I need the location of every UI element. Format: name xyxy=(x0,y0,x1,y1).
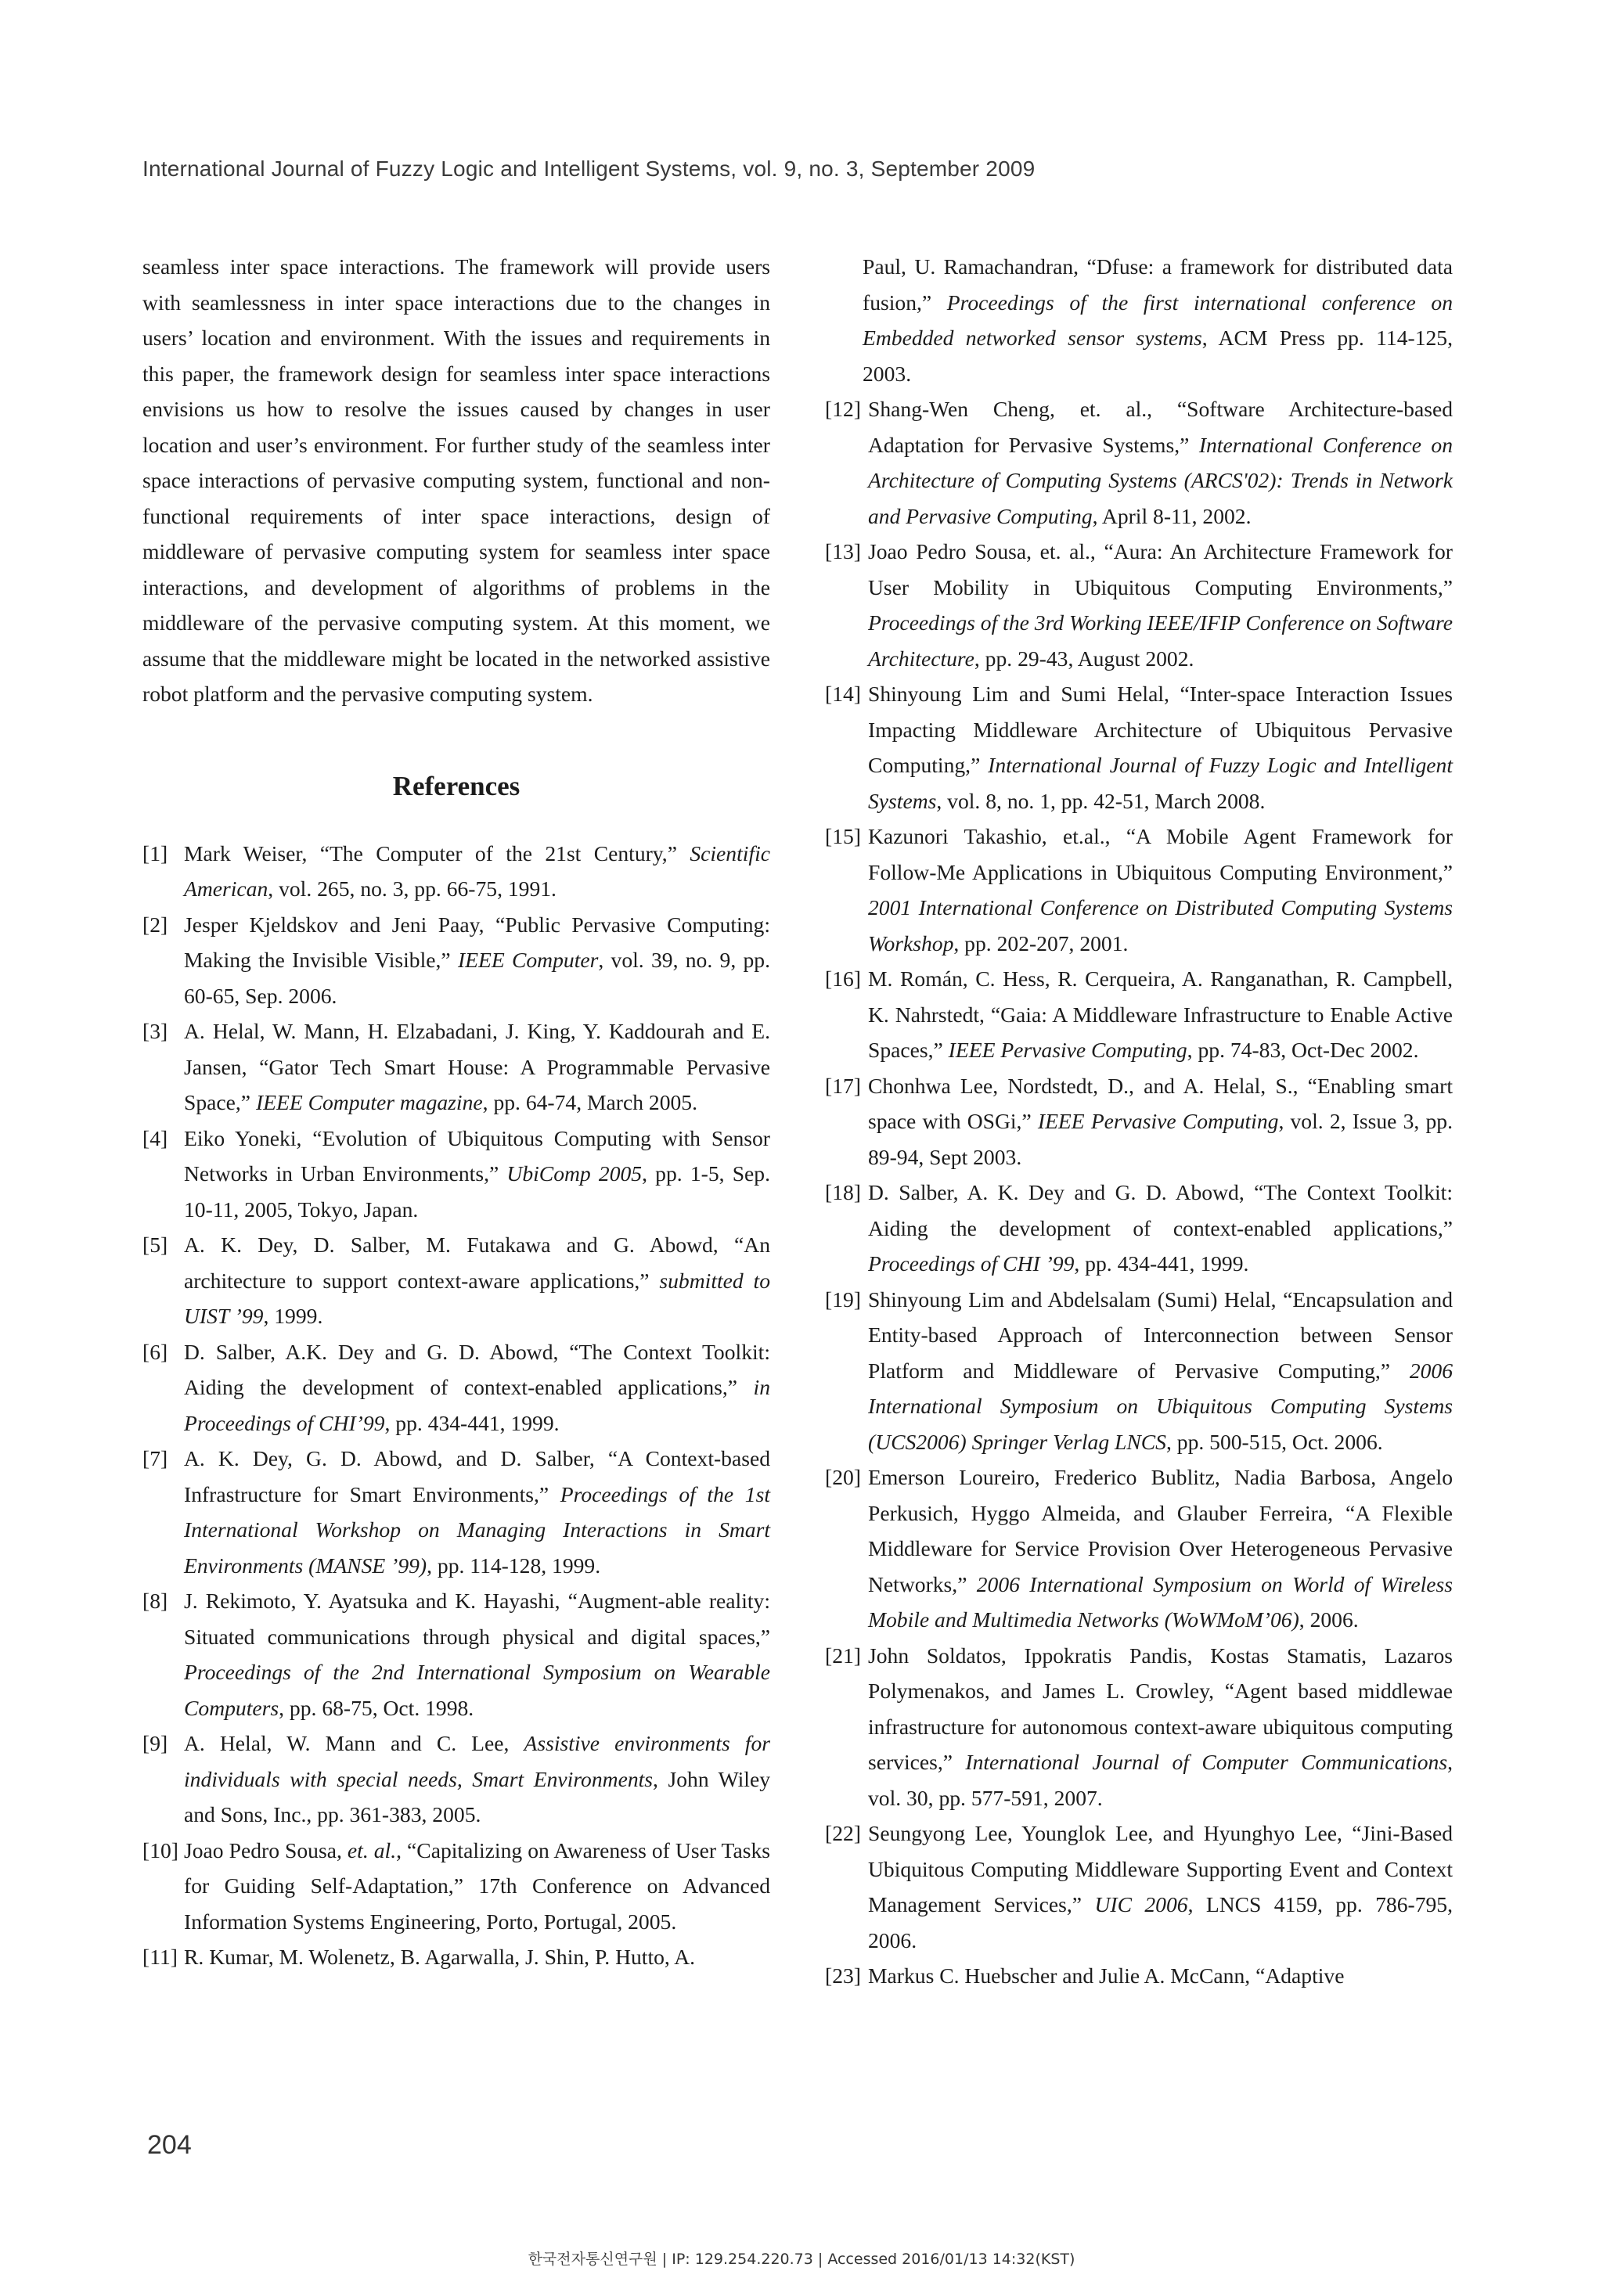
reference-text: Eiko Yoneki, “Evolution of Ubiquitous Computing with Sensor Networks in Urban Environments,” UbiComp 2005, pp. 1-5, Sep. 10-11, 2005, Tokyo, Japan. xyxy=(184,1125,770,1222)
reference-number: [12] xyxy=(825,397,861,421)
references-list-right xyxy=(825,391,1453,1994)
reference-number: [23] xyxy=(825,1963,861,1988)
reference-text: R. Kumar, M. Wolenetz, B. Agarwalla, J. Shin, P. Hutto, A. xyxy=(184,1945,696,1969)
reference-11-continuation: Paul, U. Ramachandran, “Dfuse: a framework for distributed data fusion,” Proceedings of the first international conference on Embedded networked sensor systems, ACM Press pp. 114-125, 2003. xyxy=(863,254,1453,386)
reference-text: A. K. Dey, D. Salber, M. Futakawa and G. Abowd, “An architecture to support context-aware applications,” submitted to UIST ’99, 1999. xyxy=(184,1233,770,1328)
reference-text: A. Helal, W. Mann and C. Lee, Assistive environments for individuals with special needs, Smart Environments, John Wiley and Sons, Inc., pp. 361-383, 2005. xyxy=(184,1731,770,1826)
reference-number: [8] xyxy=(142,1589,168,1613)
references-heading: References xyxy=(392,770,521,801)
reference-number: [17] xyxy=(825,1073,861,1098)
reference-item xyxy=(825,1175,1453,1282)
reference-number: [7] xyxy=(142,1446,168,1470)
reference-text: John Soldatos, Ippokratis Pandis, Kostas Stamatis, Lazaros Polymenakos, and James L. Crowley, “Agent based middlewae infrastructure for autonomous context-aware ubiquitous computing services,” International Journal of Computer Communications, vol. 30, pp. 577-591, 2007. xyxy=(868,1643,1454,1810)
reference-text: Seungyong Lee, Younglok Lee, and Hyunghyo Lee, “Jini-Based Ubiquitous Computing Middleware Supporting Event and Context Management Services,” UIC 2006, LNCS 4159, pp. 786-795, 2006. xyxy=(868,1821,1453,1952)
reference-text: Shang-Wen Cheng, et. al., “Software Architecture-based Adaptation for Pervasive Systems,” International Conference on Architecture of Computing Systems (ARCS'02): Trends in Network and Pervasive Computing, April 8-11, 2002. xyxy=(868,397,1453,528)
reference-number: [19] xyxy=(825,1287,861,1312)
reference-text: Chonhwa Lee, Nordstedt, D., and A. Helal, S., “Enabling smart space with OSGi,” IEEE Pervasive Computing, vol. 2, Issue 3, pp. 89-94, Sept 2003. xyxy=(868,1073,1453,1169)
reference-number: [3] xyxy=(142,1019,168,1043)
reference-number: [21] xyxy=(825,1643,861,1668)
page-number: 204 xyxy=(147,2130,192,2160)
reference-number: [6] xyxy=(142,1339,168,1364)
reference-number: [2] xyxy=(142,912,168,937)
reference-item xyxy=(825,1459,1453,1638)
reference-item xyxy=(825,676,1453,819)
reference-text: A. K. Dey, G. D. Abowd, and D. Salber, “A Context-based Infrastructure for Smart Environments,” Proceedings of the 1st International Workshop on Managing Interactions in Smart Environments (MANSE ’99), pp. 114-128, 1999. xyxy=(184,1446,770,1578)
reference-number: [13] xyxy=(825,539,861,563)
reference-text: D. Salber, A. K. Dey and G. D. Abowd, “The Context Toolkit: Aiding the development of context-enabled applications,” Proceedings of CHI ’99, pp. 434-441, 1999. xyxy=(868,1180,1453,1276)
reference-item xyxy=(825,534,1453,676)
reference-item xyxy=(142,1441,770,1583)
reference-item xyxy=(825,961,1453,1068)
reference-item xyxy=(142,1583,770,1726)
running-header: International Journal of Fuzzy Logic and Intelligent Systems, vol. 9, no. 3, September 2009 xyxy=(142,157,1036,181)
references-list-left xyxy=(142,836,770,1975)
reference-text: D. Salber, A.K. Dey and G. D. Abowd, “The Context Toolkit: Aiding the development of context-enabled applications,” in Proceedings of CHI’99, pp. 434-441, 1999. xyxy=(184,1339,770,1435)
reference-item xyxy=(825,1068,1453,1175)
reference-number: [10] xyxy=(142,1837,178,1862)
reference-text: Kazunori Takashio, et.al., “A Mobile Agent Framework for Follow-Me Applications in Ubiquitous Computing Environment,” 2001 International Conference on Distributed Computing Systems Workshop, pp. 202-207, 2001. xyxy=(868,824,1453,955)
reference-item xyxy=(142,1013,770,1121)
right-column xyxy=(825,249,1453,1994)
reference-number: [9] xyxy=(142,1731,168,1755)
reference-item xyxy=(825,391,1453,534)
reference-text: Joao Pedro Sousa, et. al., “Aura: An Architecture Framework for User Mobility in Ubiquitous Computing Environments,” Proceedings of the 3rd Working IEEE/IFIP Conference on Software Architecture, pp. 29-43, August 2002. xyxy=(868,539,1453,671)
reference-item xyxy=(825,1816,1453,1958)
reference-text: Mark Weiser, “The Computer of the 21st Century,” Scientific American, vol. 265, no. 3, pp. 66-75, 1991. xyxy=(184,840,770,901)
reference-number: [1] xyxy=(142,840,168,865)
reference-number: [15] xyxy=(825,824,861,848)
reference-item xyxy=(142,836,770,907)
reference-number: [18] xyxy=(825,1180,861,1204)
reference-text: A. Helal, W. Mann, H. Elzabadani, J. King, Y. Kaddourah and E. Jansen, “Gator Tech Smart House: A Programmable Pervasive Space,” IEEE Computer magazine, pp. 64-74, March 2005. xyxy=(184,1019,770,1114)
reference-item xyxy=(142,1227,770,1334)
reference-item xyxy=(825,1958,1453,1994)
reference-number: [16] xyxy=(825,966,861,991)
reference-number: [4] xyxy=(142,1125,168,1150)
reference-text: Emerson Loureiro, Frederico Bublitz, Nadia Barbosa, Angelo Perkusich, Hyggo Almeida, and Glauber Ferreira, “A Flexible Middleware for Service Provision Over Heterogeneous Pervasive Networks,” 2006 International Symposium on World of Wireless Mobile and Multimedia Networks (WoWMoM’06), 2006. xyxy=(868,1465,1453,1632)
left-column xyxy=(142,249,770,1975)
reference-text: J. Rekimoto, Y. Ayatsuka and K. Hayashi, “Augment-able reality: Situated communications through physical and digital spaces,” Proceedings of the 2nd International Symposium on Wearable Computers, pp. 68-75, Oct. 1998. xyxy=(184,1589,770,1720)
reference-text: Markus C. Huebscher and Julie A. McCann, “Adaptive xyxy=(868,1963,1345,1988)
reference-item xyxy=(825,1282,1453,1460)
reference-item xyxy=(142,1939,770,1975)
reference-item xyxy=(142,1121,770,1228)
reference-text: Shinyoung Lim and Sumi Helal, “Inter-space Interaction Issues Impacting Middleware Architecture of Ubiquitous Pervasive Computing,” International Journal of Fuzzy Logic and Intelligent Systems, vol. 8, no. 1, pp. 42-51, March 2008. xyxy=(868,682,1454,813)
reference-item xyxy=(142,1833,770,1940)
access-footer: 한국전자통신연구원 | IP: 129.254.220.73 | Accessed 2016/01/13 14:32(KST) xyxy=(528,2251,1075,2268)
reference-item xyxy=(825,819,1453,961)
reference-item xyxy=(142,1334,770,1441)
reference-number: [20] xyxy=(825,1465,861,1489)
reference-text: Shinyoung Lim and Abdelsalam (Sumi) Helal, “Encapsulation and Entity-based Approach of Interconnection between Sensor Platform and Middleware of Pervasive Computing,” 2006 International Symposium on Ubiquitous Computing Systems (UCS2006) Springer Verlag LNCS, pp. 500-515, Oct. 2006. xyxy=(868,1287,1453,1454)
reference-text: M. Román, C. Hess, R. Cerqueira, A. Ranganathan, R. Campbell, K. Nahrstedt, “Gaia: A Middleware Infrastructure to Enable Active Spaces,” IEEE Pervasive Computing, pp. 74-83, Oct-Dec 2002. xyxy=(868,966,1453,1062)
reference-text: Joao Pedro Sousa, et. al., “Capitalizing on Awareness of User Tasks for Guiding Self-Adaptation,” 17th Conference on Advanced Information Systems Engineering, Porto, Portugal, 2005. xyxy=(184,1837,771,1934)
reference-text: Jesper Kjeldskov and Jeni Paay, “Public Pervasive Computing: Making the Invisible Visible,” IEEE Computer, vol. 39, no. 9, pp. 60-65, Sep. 2006. xyxy=(184,912,770,1008)
body-paragraph: seamless inter space interactions. The framework will provide users with seamlessness in inter space interactions due to the changes in users’ location and environment. With the issues and requirements in this paper, the framework design for seamless inter space interactions envisions us how to resolve the issues caused by changes in user location and user’s environment. For further study of the seamless inter space interactions of pervasive computing system, functional and non-functional requirements of inter space interactions, design of middleware of pervasive computing system for seamless inter space interactions, and development of algorithms of problems in the middleware of the pervasive computing system. At this moment, we assume that the middleware might be located in the networked assistive robot platform and the pervasive computing system. xyxy=(142,254,770,706)
reference-item xyxy=(142,1726,770,1833)
reference-item xyxy=(142,907,770,1014)
reference-number: [22] xyxy=(825,1821,861,1845)
reference-number: [5] xyxy=(142,1233,168,1257)
reference-number: [11] xyxy=(142,1945,178,1969)
reference-number: [14] xyxy=(825,682,861,706)
reference-item xyxy=(825,1638,1453,1816)
